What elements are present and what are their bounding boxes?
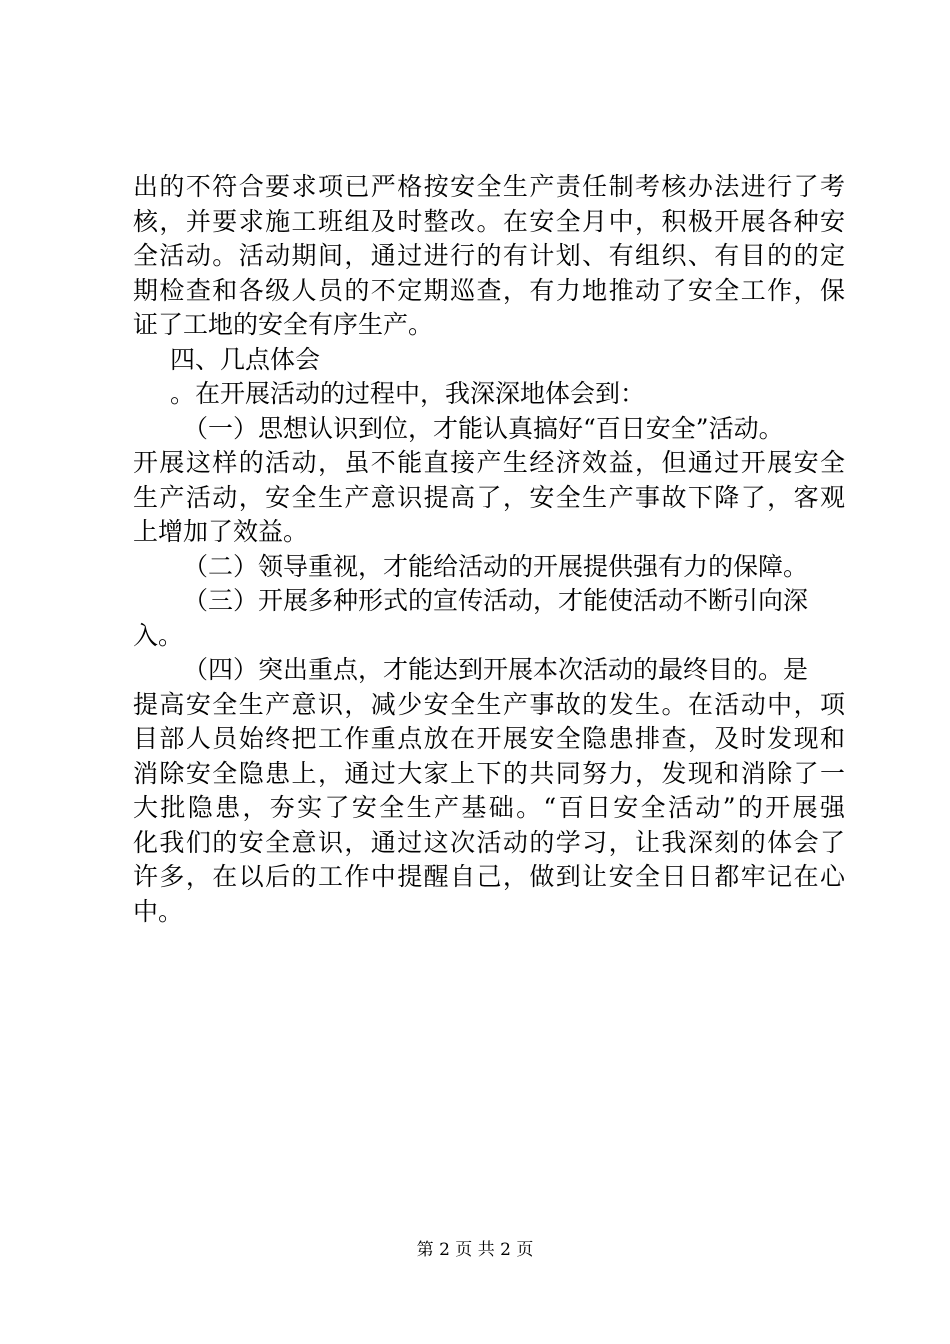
text-line: 上增加了效益。 <box>133 517 309 546</box>
text-line: （二）领导重视，才能给活动的开展提供强有力的保障。 <box>183 551 809 581</box>
text-line: 核，并要求施工班组及时整改。在安全月中，积极开展各种安 <box>133 206 845 236</box>
page-number: 第 2 页 共 2 页 <box>416 1240 534 1260</box>
document-body <box>133 170 845 929</box>
text-line: 化我们的安全意识，通过这次活动的学习，让我深刻的体会了 <box>133 827 845 857</box>
text-line: 提高安全生产意识，减少安全生产事故的发生。在活动中，项 <box>133 689 845 719</box>
page-footer <box>0 1238 950 1262</box>
text-line: 入。 <box>133 620 184 650</box>
text-line: 目部人员始终把工作重点放在开展安全隐患排查，及时发现和 <box>133 724 845 753</box>
text-line: 开展这样的活动，虽不能直接产生经济效益，但通过开展安全 <box>133 448 845 477</box>
text-line: 。在开展活动的过程中，我深深地体会到： <box>170 379 646 408</box>
text-line: 中。 <box>133 896 184 926</box>
text-line: 消除安全隐患上，通过大家上下的共同努力，发现和消除了一 <box>133 758 845 788</box>
text-line: （一）思想认识到位，才能认真搞好“百日安全”活动。 <box>183 413 784 443</box>
text-line: （四）突出重点，才能达到开展本次活动的最终目的。是 <box>183 655 809 684</box>
text-line: 全活动。活动期间，通过进行的有计划、有组织、有目的的定 <box>133 241 845 270</box>
text-line: 期检查和各级人员的不定期巡查，有力地推动了安全工作，保 <box>133 275 845 305</box>
text-line: 出的不符合要求项已严格按安全生产责任制考核办法进行了考 <box>133 172 845 201</box>
text-line: 许多，在以后的工作中提醒自己，做到让安全日日都牢记在心 <box>133 862 845 891</box>
text-line: 生产活动，安全生产意识提高了，安全生产事故下降了，客观 <box>133 482 845 512</box>
text-line: 证了工地的安全有序生产。 <box>133 310 434 339</box>
section-heading: 四、几点体会 <box>170 344 321 374</box>
text-line: 大批隐患，夯实了安全生产基础。“百日安全活动”的开展强 <box>133 793 845 822</box>
text-line: （三）开展多种形式的宣传活动，才能使活动不断引向深 <box>183 586 809 615</box>
